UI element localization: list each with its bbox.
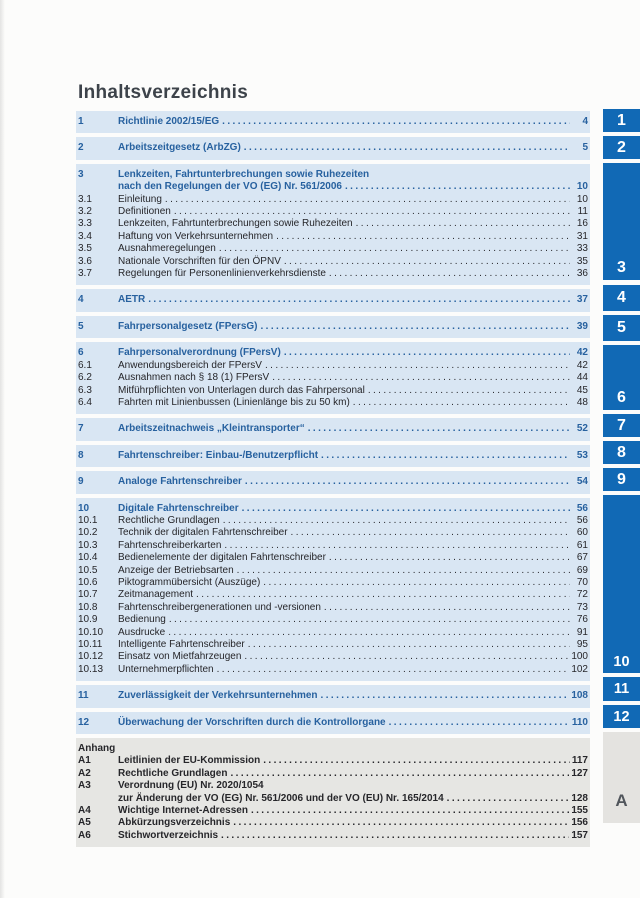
dot-leader (168, 627, 570, 639)
toc-entry (78, 577, 588, 589)
dot-leader (329, 552, 570, 564)
chapter-tab-label: 7 (617, 416, 626, 434)
dot-leader (251, 805, 569, 817)
entry-title: Intelligente Fahrtenschreiber (118, 639, 245, 650)
entry-page: 155 (571, 805, 588, 817)
entry-page: 70 (576, 576, 588, 588)
entry-number: 3.7 (78, 268, 92, 280)
entry-number: 11 (78, 690, 89, 702)
entry-page: 128 (571, 792, 588, 804)
entry-title: Definitionen (118, 206, 171, 218)
entry-page: 117 (571, 755, 588, 767)
entry-number: A6 (78, 829, 91, 841)
toc-entry (78, 476, 588, 488)
toc-entry (78, 565, 588, 577)
entry-number: 2 (78, 142, 84, 154)
toc-entry (78, 768, 588, 780)
toc-entry (78, 639, 588, 651)
entry-title: Lenkzeiten, Fahrtunterbrechungen sowie Ruhezeiten (118, 218, 353, 230)
entry-title: Einsatz von Mietfahrzeugen (118, 651, 242, 663)
toc-entry (78, 385, 588, 397)
chapter-tab (603, 468, 640, 491)
entry-title: Einleitung (118, 193, 162, 205)
chapter-tab (603, 414, 640, 437)
entry-page: 52 (576, 423, 588, 435)
entry-page: 10 (576, 181, 588, 193)
scan-edge-shadow (0, 0, 5, 898)
toc-entry (78, 755, 588, 767)
entry-page: 33 (576, 243, 588, 255)
toc-block (76, 445, 590, 467)
entry-number: 10.3 (78, 539, 98, 551)
dot-leader (245, 476, 570, 488)
entry-page: 37 (576, 294, 588, 306)
entry-number: 10.12 (78, 651, 104, 663)
dot-leader (276, 231, 570, 243)
toc-entry (78, 372, 588, 384)
entry-title: Fahrten mit Linienbussen (Linienlänge bis zu 50 km) (118, 396, 350, 408)
entry-number: 3.1 (78, 193, 92, 205)
entry-page: 53 (576, 449, 588, 461)
toc-entry (78, 614, 588, 626)
toc-block (76, 137, 590, 159)
entry-page: 48 (576, 396, 588, 408)
toc-entry (78, 321, 588, 333)
toc-block (76, 111, 590, 133)
chapter-tab (603, 705, 640, 728)
entry-page: 69 (576, 564, 588, 576)
toc (76, 111, 590, 851)
entry-page: 4 (582, 116, 588, 127)
toc-entry (78, 360, 588, 372)
toc-entry (78, 397, 588, 409)
entry-page: 110 (571, 716, 588, 728)
dot-leader (174, 206, 570, 218)
dot-leader (224, 540, 570, 552)
entry-title: Stichwortverzeichnis (118, 829, 219, 841)
toc-entry (78, 503, 588, 515)
entry-title: Ausnahmeregelungen (118, 243, 216, 255)
entry-number: 6 (78, 347, 84, 359)
toc-entry (78, 817, 588, 829)
entry-number: 3.2 (78, 206, 92, 218)
toc-block (76, 685, 590, 707)
toc-entry (78, 805, 588, 817)
dot-leader (321, 450, 570, 462)
entry-page: 156 (571, 817, 588, 829)
entry-page: 56 (576, 514, 588, 526)
chapter-tab (603, 163, 640, 280)
entry-title: Richtlinie 2002/15/EG (118, 116, 220, 127)
dot-leader (353, 397, 570, 409)
dot-leader (221, 830, 569, 842)
entry-number: 7 (78, 423, 84, 435)
toc-entry (78, 206, 588, 218)
entry-number: 5 (78, 320, 84, 332)
toc-entry (78, 142, 588, 154)
dot-leader (260, 321, 570, 333)
dot-leader (242, 503, 570, 515)
toc-block (76, 316, 590, 338)
entry-page: 72 (576, 589, 588, 601)
dot-leader (223, 515, 570, 527)
entry-page: 16 (576, 218, 588, 230)
entry-page: 127 (571, 767, 588, 779)
dot-leader (272, 372, 570, 384)
entry-page: 5 (582, 142, 588, 154)
chapter-tab-label: 6 (617, 389, 626, 406)
entry-number: 6.3 (78, 384, 92, 396)
chapter-tab (603, 495, 640, 673)
chapter-tab (603, 285, 640, 311)
entry-title: Bedienelemente der digitalen Fahrtenschreiber (118, 552, 326, 564)
entry-number: 10.10 (78, 626, 104, 638)
toc-entry (78, 294, 588, 306)
entry-number: 9 (78, 476, 84, 488)
toc-block (76, 342, 590, 414)
entry-number: 10.9 (78, 614, 98, 626)
entry-title: Ausnahmen nach § 18 (1) FPersV (118, 372, 270, 384)
toc-entry (78, 717, 588, 729)
entry-page: 91 (576, 626, 588, 638)
toc-entry (78, 690, 588, 702)
entry-title: zur Änderung der VO (EG) Nr. 561/2006 und der VO (EU) Nr. 165/2014 (118, 792, 444, 804)
entry-title: Lenkzeiten, Fahrtunterbrechungen sowie Ruhezeiten (118, 168, 370, 180)
toc-entry (78, 589, 588, 601)
entry-page: 35 (576, 255, 588, 267)
entry-title: Rechtliche Grundlagen (118, 767, 228, 779)
toc-entry (78, 780, 588, 792)
entry-number: 10.1 (78, 514, 98, 526)
dot-leader (244, 651, 569, 663)
dot-leader (217, 664, 570, 676)
dot-leader (233, 817, 569, 829)
toc-entry (78, 116, 588, 128)
dot-leader (389, 717, 570, 729)
toc-entry (78, 527, 588, 539)
chapter-tab-label: 11 (613, 681, 630, 697)
dot-leader (284, 256, 570, 268)
entry-title: Technik der digitalen Fahrtenschreiber (118, 527, 288, 539)
entry-title: Fahrpersonalverordnung (FPersV) (118, 347, 281, 359)
dot-leader (165, 194, 570, 206)
toc-entry (78, 194, 588, 206)
dot-leader (148, 294, 570, 306)
chapter-tab-label: A (615, 791, 628, 810)
entry-number: 10.5 (78, 564, 98, 576)
entry-page: 31 (576, 230, 588, 242)
toc-entry (78, 231, 588, 243)
entry-title: Fahrpersonalgesetz (FPersG) (118, 320, 258, 332)
entry-page: 44 (576, 372, 588, 384)
entry-number: 8 (78, 449, 84, 461)
chapter-tab (603, 136, 640, 159)
entry-page: 36 (576, 268, 588, 280)
chapter-tab (603, 732, 640, 823)
toc-entry (78, 793, 588, 805)
dot-leader (263, 755, 570, 767)
dot-leader (329, 268, 570, 280)
entry-title: Regelungen für Personenlinienverkehrsdienste (118, 268, 326, 280)
entry-title: Fahrtenschreiber: Einbau-/Benutzerpflicht (118, 449, 319, 461)
entry-page: 95 (576, 639, 588, 650)
chapter-tab (603, 345, 640, 410)
toc-entry (78, 743, 588, 755)
entry-title: nach den Regelungen der VO (EG) Nr. 561/2006 (118, 181, 342, 193)
toc-entry (78, 651, 588, 663)
entry-number: 4 (78, 294, 84, 306)
chapter-tab-label: 9 (617, 470, 626, 488)
dot-leader (308, 423, 570, 435)
toc-entry (78, 515, 588, 527)
entry-title: Leitlinien der EU-Kommission (118, 755, 261, 767)
toc-entry (78, 256, 588, 268)
toc-block (76, 712, 590, 734)
toc-entry (78, 627, 588, 639)
dot-leader (237, 565, 570, 577)
dot-leader (321, 690, 570, 702)
entry-number: 3.5 (78, 243, 92, 255)
chapter-tab-label: 10 (613, 654, 630, 670)
entry-number: Anhang (78, 743, 116, 755)
entry-number: 10.8 (78, 601, 98, 613)
entry-number: 10.6 (78, 576, 98, 588)
toc-block (76, 471, 590, 493)
entry-number: A2 (78, 767, 91, 779)
entry-title: Digitale Fahrtenschreiber (118, 502, 239, 514)
entry-page: 54 (576, 476, 588, 488)
entry-page: 61 (576, 539, 588, 551)
entry-number: 10.2 (78, 527, 98, 539)
toc-entry (78, 450, 588, 462)
chapter-tab-label: 1 (617, 111, 626, 129)
dot-leader (356, 218, 570, 230)
toc-entry (78, 268, 588, 280)
entry-number: 3.6 (78, 255, 92, 267)
entry-page: 39 (576, 320, 588, 332)
toc-block (76, 289, 590, 311)
dot-leader (169, 614, 570, 626)
entry-page: 67 (576, 552, 588, 564)
entry-title: Ausdrucke (118, 626, 166, 638)
entry-number: 6.1 (78, 359, 92, 371)
entry-title: Wichtige Internet-Adressen (118, 805, 248, 817)
chapter-tab (603, 109, 640, 132)
dot-leader (222, 116, 570, 128)
entry-number: 12 (78, 716, 90, 728)
chapter-tab (603, 441, 640, 464)
toc-entry (78, 602, 588, 614)
dot-leader (248, 639, 570, 651)
entry-number: 10.4 (78, 552, 98, 564)
entry-page: 73 (576, 601, 588, 613)
chapter-tab-label: 5 (617, 319, 626, 336)
toc-entry (78, 243, 588, 255)
chapter-tab-label: 3 (617, 259, 626, 276)
entry-page: 157 (571, 829, 588, 841)
entry-title: AETR (118, 294, 146, 306)
dot-leader (284, 347, 570, 359)
entry-page: 11 (577, 206, 588, 218)
entry-page: 10 (576, 193, 588, 205)
entry-title: Überwachung der Vorschriften durch die Kontrollorgane (118, 716, 386, 728)
toc-entry (78, 181, 588, 193)
entry-title: Anzeige der Betriebsarten (118, 564, 234, 576)
entry-page: 100 (571, 651, 588, 663)
dot-leader (324, 602, 570, 614)
entry-title: Zeitmanagement (118, 589, 194, 601)
entry-page: 108 (571, 690, 588, 702)
toc-entry (78, 347, 588, 359)
entry-number: 1 (78, 116, 84, 127)
entry-page: 60 (576, 527, 588, 539)
dot-leader (219, 243, 570, 255)
dot-leader (368, 385, 570, 397)
toc-block (76, 498, 590, 682)
entry-number: A1 (78, 755, 91, 767)
entry-number: 6.4 (78, 396, 92, 408)
entry-number: 3.4 (78, 230, 92, 242)
entry-title: Arbeitszeitnachweis „Kleintransporter“ (118, 423, 305, 435)
entry-number: 10 (78, 502, 90, 514)
chapter-tab-label: 2 (617, 138, 626, 156)
dot-leader (291, 527, 570, 539)
toc-block (76, 164, 590, 286)
toc-entry (78, 830, 588, 842)
entry-number: A5 (78, 817, 91, 829)
entry-title: Analoge Fahrtenschreiber (118, 476, 242, 488)
dot-leader (244, 142, 570, 154)
entry-title: Nationale Vorschriften für den ÖPNV (118, 255, 281, 267)
dot-leader (196, 589, 570, 601)
chapter-tab (603, 315, 640, 341)
entry-number: 10.11 (78, 639, 103, 650)
dot-leader (230, 768, 569, 780)
entry-title: Mitführpflichten von Unterlagen durch das Fahrpersonal (118, 384, 365, 396)
entry-title: Bedienung (118, 614, 166, 626)
entry-page: 56 (576, 502, 588, 514)
entry-title: Fahrtenschreibergenerationen und -versionen (118, 601, 321, 613)
entry-title: Fahrtenschreiberkarten (118, 539, 222, 551)
entry-title: Zuverlässigkeit der Verkehrsunternehmen (118, 690, 318, 702)
toc-entry (78, 423, 588, 435)
toc-entry (78, 218, 588, 230)
dot-leader (447, 793, 570, 805)
toc-entry (78, 169, 588, 181)
entry-number: A4 (78, 805, 91, 817)
entry-number: 3.3 (78, 218, 92, 230)
entry-page: 76 (576, 614, 588, 626)
entry-title: Piktogrammübersicht (Auszüge) (118, 576, 261, 588)
dot-leader (265, 360, 570, 372)
dot-leader (345, 181, 570, 193)
entry-number: 10.13 (78, 663, 104, 675)
entry-number: 10.7 (78, 589, 98, 601)
entry-title: Anwendungsbereich der FPersV (118, 359, 262, 371)
chapter-tab (603, 677, 640, 701)
entry-title: Rechtliche Grundlagen (118, 514, 220, 526)
entry-number: A3 (78, 780, 91, 792)
entry-page: 42 (576, 347, 588, 359)
toc-entry (78, 552, 588, 564)
toc-block (76, 738, 590, 847)
entry-title: Arbeitszeitgesetz (ArbZG) (118, 142, 241, 154)
toc-entry (78, 664, 588, 676)
dot-leader (263, 577, 570, 589)
chapter-tab-label: 4 (617, 289, 626, 306)
entry-title: Unternehmerpflichten (118, 663, 214, 675)
entry-page: 45 (576, 384, 588, 396)
page-title: Inhaltsverzeichnis (78, 82, 249, 103)
toc-block (76, 418, 590, 440)
entry-title: Abkürzungsverzeichnis (118, 817, 231, 829)
entry-title: Haftung von Verkehrsunternehmen (118, 230, 274, 242)
entry-title: Verordnung (EU) Nr. 2020/1054 (118, 780, 264, 792)
entry-page: 42 (576, 359, 588, 371)
entry-page: 102 (571, 663, 588, 675)
entry-number: 3 (78, 168, 84, 180)
chapter-tab-label: 12 (613, 708, 630, 725)
entry-number: 6.2 (78, 372, 92, 384)
chapter-tab-label: 8 (617, 443, 626, 461)
toc-entry (78, 540, 588, 552)
